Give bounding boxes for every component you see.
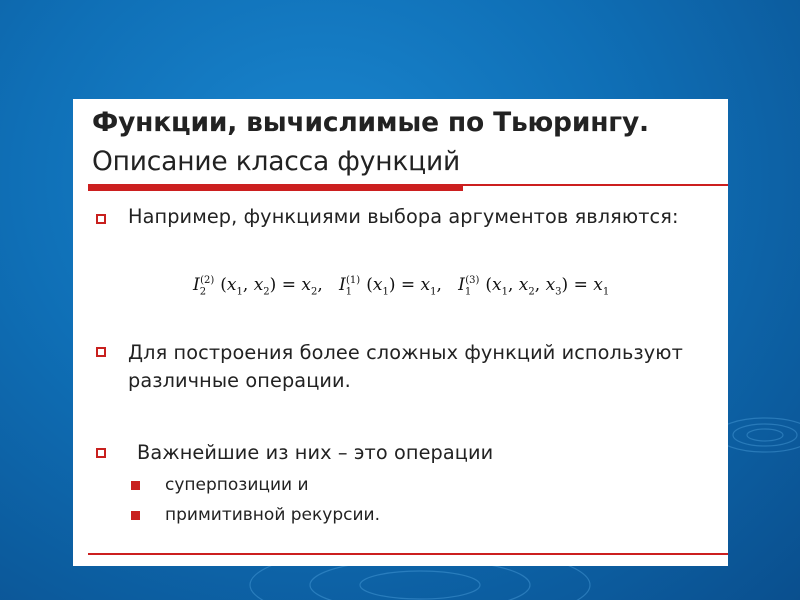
bottom-divider (88, 553, 728, 555)
bullet-square-icon (96, 448, 106, 458)
title-underline-thin (463, 184, 728, 186)
title-bold: Функции, вычислимые по Тьюрингу. (92, 107, 649, 138)
title-normal: Описание класса функций (92, 146, 461, 177)
bullet-text-1: Например, функциями выбора аргументов являются: (128, 205, 679, 228)
bullet-square-icon (96, 214, 106, 224)
bullet-square-icon (96, 347, 106, 357)
sub-item-2: примитивной рекурсии. (165, 505, 380, 525)
slide-card (73, 99, 728, 566)
formula-line: $I_2^{(2)}$ ($x_1$, $x_2) = x_2$, $I_1^{(1)}$ $(x_1) = x_1$, $I_1^{(3)}$ ($x_1$, $x_2$, $x_3) = x_1$ (193, 275, 610, 298)
sub-bullet-icon (131, 511, 140, 520)
bullet-text-3: Важнейшие из них – это операции (137, 441, 494, 464)
slide-title (92, 103, 722, 181)
title-underline-thick (88, 184, 463, 191)
sub-bullet-icon (131, 481, 140, 490)
sub-item-1: суперпозиции и (165, 475, 309, 495)
bullet-text-2: Для построения более сложных функций используют различные операции. (128, 341, 683, 392)
title-underline (88, 184, 728, 192)
